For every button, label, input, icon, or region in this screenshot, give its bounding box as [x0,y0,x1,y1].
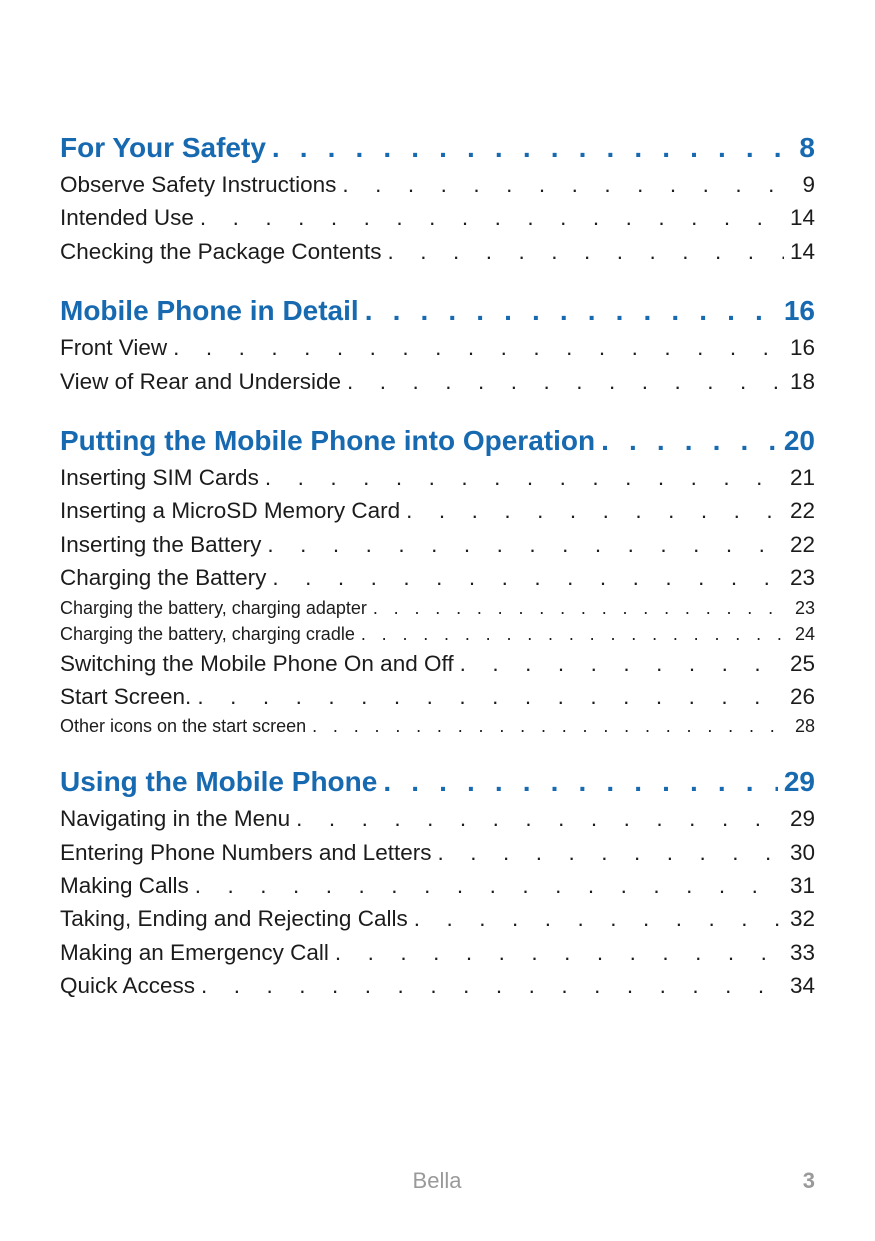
toc-entry-title: Start Screen. [60,683,192,709]
toc-entry-page: 16 [789,335,815,361]
dot-leader [272,128,794,168]
toc-entry[interactable] [60,936,815,969]
toc-entry-page: 14 [789,205,815,231]
toc-heading-page: 20 [783,424,815,456]
toc-entry-page: 22 [789,498,815,524]
toc-heading-title: Putting the Mobile Phone into Operation [60,424,596,456]
toc-entry[interactable] [60,461,815,494]
dot-leader [373,595,789,621]
toc-entry-title: Checking the Package Contents [60,238,382,264]
toc-entry[interactable] [60,201,815,234]
toc-entry-page: 30 [789,839,815,865]
toc-entry-page: 18 [789,368,815,394]
dot-leader [460,647,784,680]
toc-entry-title: Inserting the Battery [60,531,262,557]
toc-subentry[interactable] [60,621,815,647]
dot-leader [361,621,789,647]
toc-entry[interactable] [60,836,815,869]
toc-heading[interactable] [60,762,815,802]
footer-brand: Bella [412,1168,462,1193]
toc-entry-title: Making an Emergency Call [60,939,329,965]
footer-page-number: 3 [802,1168,815,1193]
dot-leader [195,869,784,902]
dot-leader [406,494,784,527]
toc-section [60,762,815,1002]
dot-leader [347,365,784,398]
toc-heading-title: Using the Mobile Phone [60,766,378,798]
toc-heading[interactable] [60,291,815,331]
toc-entry[interactable] [60,561,815,594]
dot-leader [265,461,784,494]
toc-heading-page: 29 [783,766,815,798]
toc-subentry-page: 23 [794,597,815,618]
toc-section [60,421,815,739]
dot-leader [197,680,784,713]
toc-entry[interactable] [60,902,815,935]
toc-entry-title: Charging the Battery [60,565,267,591]
toc-entry[interactable] [60,969,815,1002]
dot-leader [383,762,778,802]
toc-subentry[interactable] [60,595,815,621]
toc-heading-title: For Your Safety [60,132,266,163]
toc-entry-page: 23 [789,565,815,591]
toc-entry-page: 22 [789,531,815,557]
toc-subentry-title: Charging the battery, charging adapter [60,597,367,618]
toc-entry-page: 34 [789,973,815,999]
toc-entry-title: Intended Use [60,205,194,231]
toc-heading[interactable] [60,421,815,461]
toc-entry[interactable] [60,680,815,713]
toc-entry[interactable] [60,331,815,364]
dot-leader [200,201,784,234]
toc-entry-page: 29 [789,806,815,832]
dot-leader [312,713,789,739]
toc-subentry[interactable] [60,713,815,739]
toc-subentry-page: 24 [794,623,815,644]
toc-entry-page: 9 [802,172,815,197]
toc-entry-title: Quick Access [60,973,196,999]
toc-heading-page: 8 [799,132,815,163]
toc-entry-page: 33 [789,939,815,965]
toc-entry[interactable] [60,365,815,398]
toc-entry-title: Observe Safety Instructions [60,172,337,197]
dot-leader [437,836,783,869]
dot-leader [272,561,784,594]
toc-section [60,291,815,398]
toc-entry[interactable] [60,647,815,680]
toc-entry-page: 21 [789,464,815,490]
dot-leader [387,235,784,268]
toc-entry-title: View of Rear and Underside [60,368,341,394]
toc-subentry-title: Other icons on the start screen [60,716,307,737]
dot-leader [335,936,784,969]
table-of-contents [60,128,815,1003]
toc-section [60,128,815,268]
toc-entry-page: 25 [789,650,815,676]
toc-heading-title: Mobile Phone in Detail [60,295,359,327]
dot-leader [201,969,784,1002]
dot-leader [267,528,784,561]
toc-entry-title: Inserting a MicroSD Memory Card [60,498,401,524]
toc-entry[interactable] [60,869,815,902]
dot-leader [342,168,796,201]
toc-entry-title: Front View [60,335,168,361]
toc-entry-page: 31 [789,873,815,899]
toc-entry[interactable] [60,494,815,527]
dot-leader [601,421,778,461]
toc-entry-title: Taking, Ending and Rejecting Calls [60,906,408,932]
toc-entry-title: Navigating in the Menu [60,806,291,832]
toc-entry-page: 14 [789,238,815,264]
toc-entry[interactable] [60,235,815,268]
toc-subentry-page: 28 [794,716,815,737]
toc-entry[interactable] [60,528,815,561]
dot-leader [296,802,784,835]
toc-entry-title: Entering Phone Numbers and Letters [60,839,432,865]
toc-entry-title: Making Calls [60,873,189,899]
toc-heading[interactable] [60,128,815,168]
toc-subentry-title: Charging the battery, charging cradle [60,623,355,644]
toc-entry[interactable] [60,802,815,835]
toc-entry-title: Switching the Mobile Phone On and Off [60,650,454,676]
toc-entry[interactable] [60,168,815,201]
dot-leader [365,291,778,331]
dot-leader [414,902,784,935]
toc-entry-title: Inserting SIM Cards [60,464,259,490]
toc-entry-page: 32 [789,906,815,932]
dot-leader [173,331,784,364]
toc-heading-page: 16 [783,295,815,327]
toc-entry-page: 26 [789,683,815,709]
